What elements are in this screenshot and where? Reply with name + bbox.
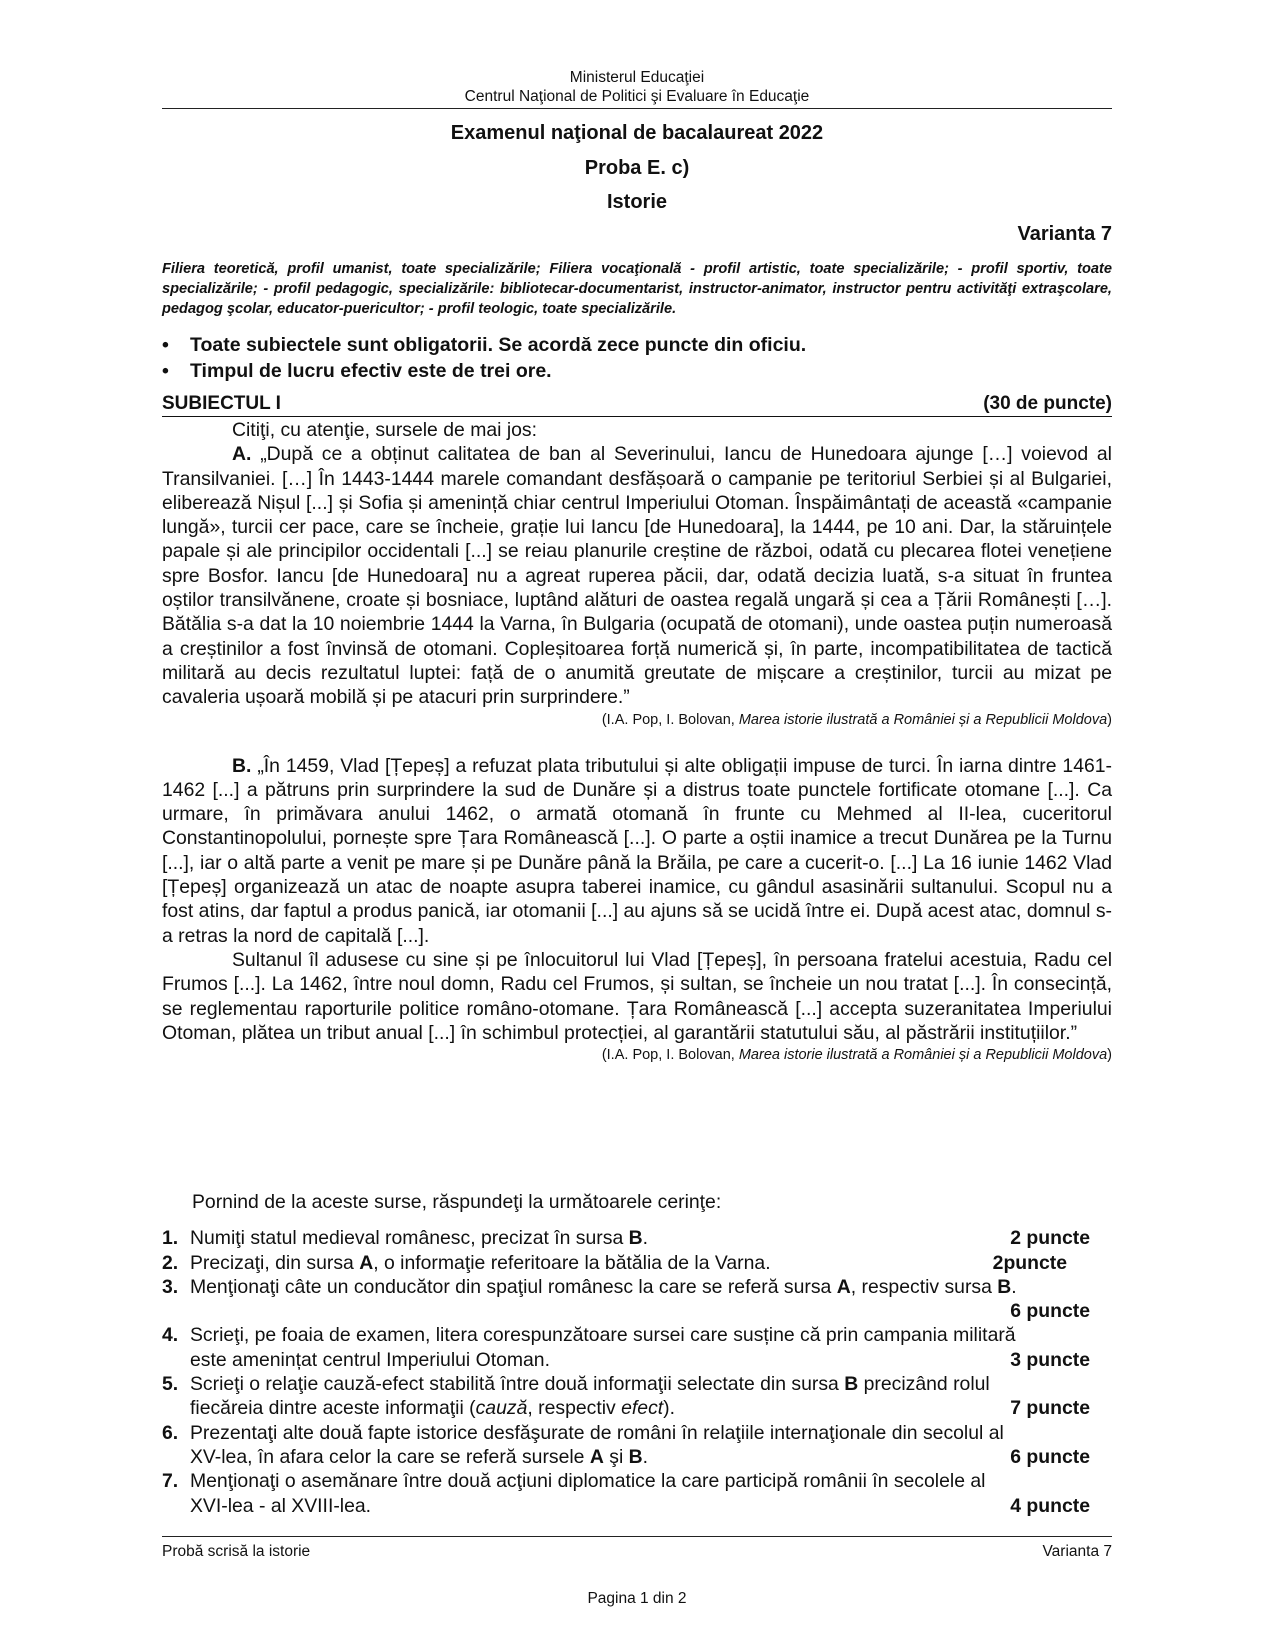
- question-points: 4 puncte: [1010, 1494, 1090, 1517]
- section-name: SUBIECTUL I: [162, 393, 281, 414]
- question-item: 3. Menţionaţi câte un conducător din spaţiul românesc la care se referă sursa A, respectiv sursa B. 6 puncte: [162, 1275, 1112, 1324]
- exam-subject: Istorie: [606, 191, 668, 213]
- center-name: Centrul Naţional de Politici şi Evaluare în Educaţie: [464, 88, 810, 105]
- instruction-item: • Timpul de lucru efectiv este de trei ore.: [162, 360, 552, 382]
- source-a-text: A. „După ce a obținut calitatea de ban al Severinului, Iancu de Hunedoara ajunge […] voievod al Transilvaniei. […] În 1443-1444 marele comandant desfășoară o campanie pe teritoriul Serbiei și al Bulgariei, eliberează Nișul [...] și Sofia și amenință chiar centrul Imperiului Otoman. Înspăimântați de această «campanie lungă», turcii cer pace, care se încheie, grație lui Iancu [de Hunedoara], la 1444, pe 10 ani. Dar, la stăruințele papale și ale principilor occidentali [...] se reiau planurile creștine de război, odată cu plecarea flotei venețiene spre Bosfor. Iancu [de Hunedoara] nu a agreat ruperea păcii, dar, odată decizia luată, s-a situat în fruntea oștilor transilvănene, croate și bosniace, luptând alături de oastea regală ungară și cea a Țării Românești […]. Bătălia s-a dat la 10 noiembrie 1444 la Varna, în Bulgaria (ocupată de otomani), unde oastea puțin numeroasă a creștinilor a fost învinsă de otomani. Copleșitoarea forță numerică și, în parte, incompatibilitatea de tactică militară au decis rezultatul luptei: față de o anumită greutate de mișcare a creștinilor, turcii au mizat pe cavaleria ușoară mobilă și pe atacuri prin surprindere.”: [162, 443, 1112, 709]
- question-item: 2. Precizaţi, din sursa A, o informaţie referitoare la bătălia de la Varna. 2puncte: [162, 1251, 1112, 1275]
- questions-intro: Pornind de la aceste surse, răspundeţi la următoarele cerinţe:: [192, 1191, 722, 1213]
- instruction-item: • Toate subiectele sunt obligatorii. Se acordă zece puncte din oficiu.: [162, 334, 807, 356]
- source-a-label: A.: [232, 443, 252, 466]
- exam-title: Examenul naţional de bacalaureat 2022: [450, 122, 824, 144]
- footer-title: Probă scrisă la istorie: [162, 1543, 311, 1560]
- general-instructions: [162, 332, 1112, 384]
- question-item: 5. Scrieţi o relaţie cauză-efect stabilită între două informaţii selectate din sursa B precizând rolul fiecăreia dintre aceste informaţii (cauză, respectiv efect). 7 puncte: [162, 1372, 1112, 1421]
- bullet-icon: •: [162, 360, 169, 382]
- footer-variant: Varianta 7: [1042, 1543, 1112, 1560]
- question-item: 7. Menţionaţi o asemănare între două acţiuni diplomatice la care participă românii în secolele al XVI-lea - al XVIII-lea. 4 puncte: [162, 1469, 1112, 1518]
- exam-page: [162, 0, 1112, 1650]
- question-points: 6 puncte: [1010, 1300, 1090, 1323]
- question-item: 1. Numiţi statul medieval românesc, precizat în sursa B. 2 puncte: [162, 1226, 1112, 1250]
- filiera-description: Filiera teoretică, profil umanist, toate specializările; Filiera vocaţională - profil artistic, toate specializările; - profil sportiv, toate specializările; - profil pedagogic, specializările: bibliotecar-documentarist, instructor-animator, instructor pentru activităţi extraşcolare, pedagog şcolar, educator-puericultor; - profil teologic, toate specializările.: [162, 261, 1112, 317]
- page-number: Pagina 1 din 2: [587, 1590, 687, 1607]
- source-b-text-continued: Sultanul îl adusese cu sine și pe înlocuitorul lui Vlad [Țepeș], în persoana fratelui acestuia, Radu cel Frumos [...]. La 1462, între noul domn, Radu cel Frumos, și sultan, se încheie un nou tratat [...]. În consecință, se reglementau raporturile politice româno-otomane. Țara Românească [...] accepta suzeranitatea Imperiului Otoman, plătea un tribut anual [...] în schimbul protecției, al garantării statutului său, al păstrării instituțiilor.”: [162, 948, 1112, 1044]
- sources-body: [162, 418, 1112, 1065]
- source-b-text: B. „În 1459, Vlad [Țepeș] a refuzat plata tributului și alte obligații impuse de turci. În iarna dintre 1461-1462 [...] a pătruns prin surprindere la sud de Dunăre și a distrus toate punctele fortificate otomane [...]. Ca urmare, în primăvara anului 1462, o armată otomană în frunte cu Mehmed al II-lea, cuceritorul Constantinopolului, pornește spre Țara Românească [...]. O parte a oștii inamice a trecut Dunărea pe la Turnu [...], iar o altă parte a venit pe mare și pe Dunăre până la Brăila, pe care a cucerit-o. [...] La 16 iunie 1462 Vlad [Țepeș] organizează un atac de noapte asupra taberei inamice, cu gândul asasinării sultanului. Scopul nu a fost atins, dar faptul a produs panică, iar otomanii [...] au ajuns să se ucidă între ei. După acest atac, domnul s-a retras la nord de capitală [...].: [162, 754, 1113, 947]
- questions-block: [162, 1190, 1112, 1518]
- footer-divider: [162, 1536, 1112, 1537]
- source-b-label: B.: [232, 754, 252, 777]
- exam-probe: Proba E. c): [584, 157, 690, 179]
- section-points: (30 de puncte): [983, 393, 1112, 414]
- source-b-citation: (I.A. Pop, I. Bolovan, Marea istorie ilustrată a României și a Republicii Moldova): [601, 1047, 1112, 1064]
- document-footer: [162, 1543, 1112, 1561]
- question-points: 2puncte: [992, 1251, 1067, 1274]
- exam-variant: Varianta 7: [1017, 223, 1112, 245]
- question-points: 6 puncte: [1010, 1445, 1090, 1468]
- ministry-name: Ministerul Educaţiei: [569, 69, 705, 86]
- document-header: [162, 68, 1112, 106]
- question-item: 6. Prezentaţi alte două fapte istorice desfăşurate de români în relaţiile internaţionale din secolul al XV-lea, în afara celor la care se referă sursele A şi B. 6 puncte: [162, 1421, 1112, 1470]
- section-heading: [162, 393, 1112, 417]
- question-points: 2 puncte: [1010, 1227, 1090, 1250]
- source-a-citation: (I.A. Pop, I. Bolovan, Marea istorie ilustrată a României și a Republicii Moldova): [601, 711, 1112, 728]
- question-points: 3 puncte: [1010, 1348, 1090, 1371]
- bullet-icon: •: [162, 334, 169, 356]
- question-points: 7 puncte: [1010, 1397, 1090, 1420]
- header-divider: [162, 108, 1112, 109]
- question-item: 4. Scrieţi, pe foaia de examen, litera corespunzătoare sursei care susține că prin campania militară este amenințat centrul Imperiului Otoman. 3 puncte: [162, 1323, 1112, 1372]
- sources-intro: Citiţi, cu atenţie, sursele de mai jos:: [232, 419, 537, 441]
